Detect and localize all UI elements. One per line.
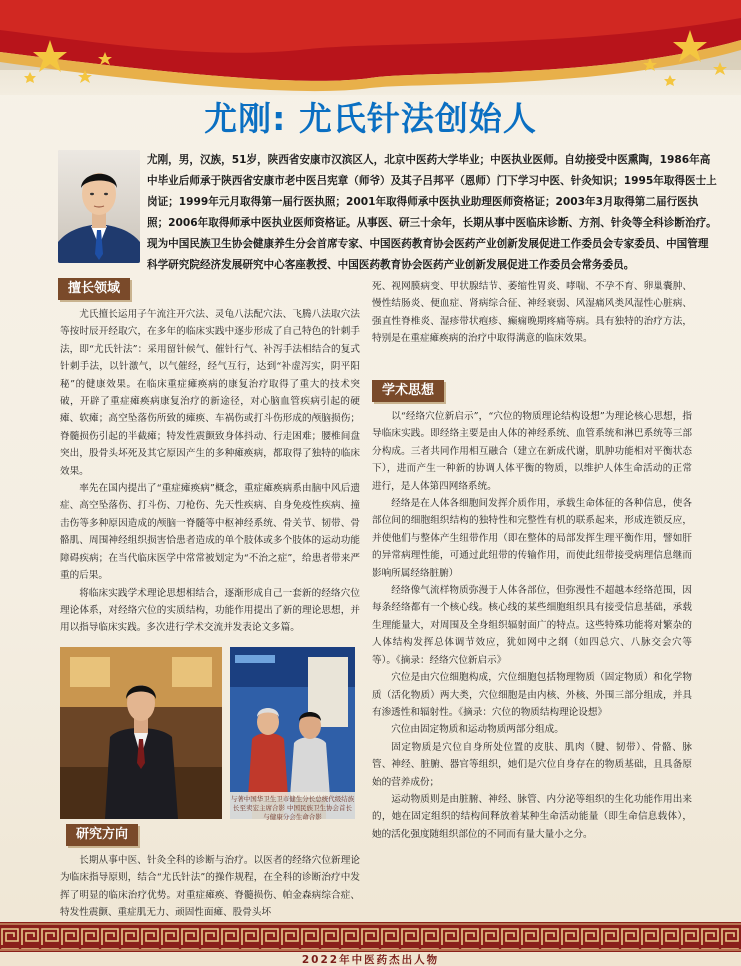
banner-decoration: [0, 0, 741, 95]
paragraph: 经络是在人体各细胞间发挥介质作用，承载生命体征的各种信息，使各部位间的细胞组织结构的独特性和完整性有机的联系起来，形成连锁反应，并使他们与整体产生纽带作用（即在整体的局部发挥生理平衡作用，譬如肝的异常病理性能，可通过此纽带的传输作用，而使此纽带接受病理信息继而影响所属经络脏腑）: [372, 498, 692, 579]
group-photo: [230, 647, 355, 819]
portrait-photo: [58, 150, 140, 263]
paragraph: 经络像气流样物质弥漫于人体各部位，但弥漫性不超越本经络范围，因每条经络都有一个核心线。核心线的某些细胞组织具有接受信息基础，承载生理能量大，对周围及全身组织辐射面广的特点。这些特殊功能将对繁杂的人体结构发挥总体调节效应，犹如网中之纲（如四总穴、八脉交会穴等等）。《摘录：经络穴位新启示》: [372, 585, 692, 666]
research-body: [60, 852, 360, 922]
intro-paragraph: 尤刚，男，汉族，51岁，陕西省安康市汉滨区人，北京中医药大学毕业；中医执业医师。自幼接受中医熏陶，1986年高中毕业后师承于陕西省安康市老中医吕宪章（师爷）及其子吕邦平（恩师）门下学习中医、针灸知识；1995年取得医士上岗证；1999年元月取得第一届行医执照；2001年取得师承中医执业助理医师资格证；2003年3月取得第二届行医执照；2006年取得师承中医执业医师资格证。从事医、研三十余年，长期从事中医临床诊断、方剂、针灸等全科诊断治疗。现为中国民族卫生协会健康养生分会首席专家、中国医药教育协会医药产业创新发展促进工作委员会专家委员、中国管理科学研究院经济发展研究中心客座教授、中国医药教育协会医药产业创新发展促进工作委员会常务委员。: [147, 154, 717, 271]
paragraph: 运动物质则是由脏腑、神经、脉管、内分泌等组织的生化功能作用出来的，她在固定组织的结构间释放着某种生命活动能量（即生命信息载体），她的活化强度随组织部位的不同而有量大量小之分。: [372, 793, 692, 840]
paragraph: 固定物质是穴位自身所处位置的皮肤、肌肉（腱、韧带）、骨骼、脉管、神经、脏腑、器官等组织，她们是穴位自身存在的物质基础，且具备原始的营养成份；: [372, 741, 692, 788]
paragraph: 率先在国内提出了“重症瘫痪病”概念，重症瘫痪病系由脑中风后遗症、高空坠落伤、打斗伤、刀枪伤、先天性疾病、自身免疫性疾病、撞击伤等多种原因造成的颅脑一脊髓等中枢神经系统、骨关节、韧带、骨骼肌、周围神经组织损害恰患者造成的单个肢体或多个肢体的运动功能障碍疾病；在当代临床医学中常常被划定为“不治之症”，给患者带来严重的后果。: [60, 483, 360, 582]
top-banner: [0, 0, 741, 95]
section-heading-specialty: 擅长领域: [58, 278, 130, 300]
footer-fret-band: [0, 922, 741, 952]
photo-caption: 与著中国华卫生卫市健生分长总统代级结族长至卖宏主席合影 中国民族卫生协会首长与健康分会生命合影: [230, 795, 355, 821]
section-heading-theory: 学术思想: [372, 380, 444, 402]
paragraph: 长期从事中医、针灸全科的诊断与治疗。以医者的经络穴位新理论为临床指导原则，结合“尤氏针法”的操作规程，在全科的诊断治疗中发挥了明显的临床治疗优势。对重症瘫痪、脊髓损伤、帕金森病综合症、特发性震颤、重症肌无力、顽固性面瘫、股骨头坏: [60, 855, 360, 919]
section-heading-research: 研究方向: [66, 824, 138, 846]
paragraph: 死、视网膜病变、甲状腺结节、萎缩性胃炎、哮喘、不孕不育、卵巢囊肿、慢性结肠炎、便血症、肾病综合征、神经衰弱、风湿痛风类风湿性心脏病、强直性脊椎炎、湿疹带状疱疹、癫痫晚期疼痛等病。具有独特的治疗方法，特别是在重症瘫痪病的治疗中取得满意的临床效果。: [372, 281, 692, 345]
continuation-body: [372, 278, 692, 348]
paragraph: 尤氏擅长运用子午流注开穴法、灵龟八法配穴法、飞腾八法取穴法等按时辰开经取穴，在多年的临床实践中逐步形成了自己特色的针刺手法，即“尤氏针法”：采用留针候气、催针行气、补泻手法相结合的复式针刺手法，以针激气，以气催经，经气互行，达到“补虚泻实，阴平阳秘”的健康效果。在临床重症瘫痪病的康复治疗取得了重大的技术突破，开辟了重症瘫痪病康复治疗的新途径，对心脑血管疾病引起的硬瘫、软瘫；高空坠落伤所致的瘫痪、车祸伤或打斗伤形成的颅脑损伤；脊髓损伤引起的半截瘫；特发性震颤致身体抖动、行走困难；腰椎间盘突出，股骨头坏死及其它原因产生的多种瘫痪病，都取得了独特的临床效果。: [60, 309, 360, 477]
paragraph: 穴位是由穴位细胞构成，穴位细胞包括物理物质（固定物质）和化学物质（活化物质）两大类，穴位细胞是由内核、外核、外围三部分组成，并具有渗透性和辐射性。《摘录：穴位的物质结构理论设想》: [372, 672, 692, 718]
paragraph: 以“经络穴位新启示”，“穴位的物质理论结构设想”为理论核心思想，指导临床实践。即经络主要是由人体的神经系统、血管系统和淋巴系统等三部分构成。三者共同作用相互融合（建立在新成代谢，肌肿功能相对平衡状态下），进而产生一种新的协调人体平衡的物质，以维护人体生命活动的正常进行，是人体第四网络系统。: [372, 411, 692, 492]
doctor-photo: [60, 647, 222, 819]
paragraph: 将临床实践学术理论思想相结合，逐渐形成自己一套新的经络穴位理论体系，对经络穴位的实质结构，功能作用提出了新的理论思想，并用以指导临床实践。多次进行学术交流并发表论文多篇。: [60, 587, 360, 634]
footer-title: 2022年中医药杰出人物: [0, 952, 741, 966]
paragraph: 穴位由固定物质和运动物质两部分组成。: [391, 724, 564, 736]
specialty-body: [60, 306, 360, 637]
article-title: 尤刚: 尤氏针法创始人: [204, 99, 537, 138]
theory-body: [372, 408, 692, 843]
